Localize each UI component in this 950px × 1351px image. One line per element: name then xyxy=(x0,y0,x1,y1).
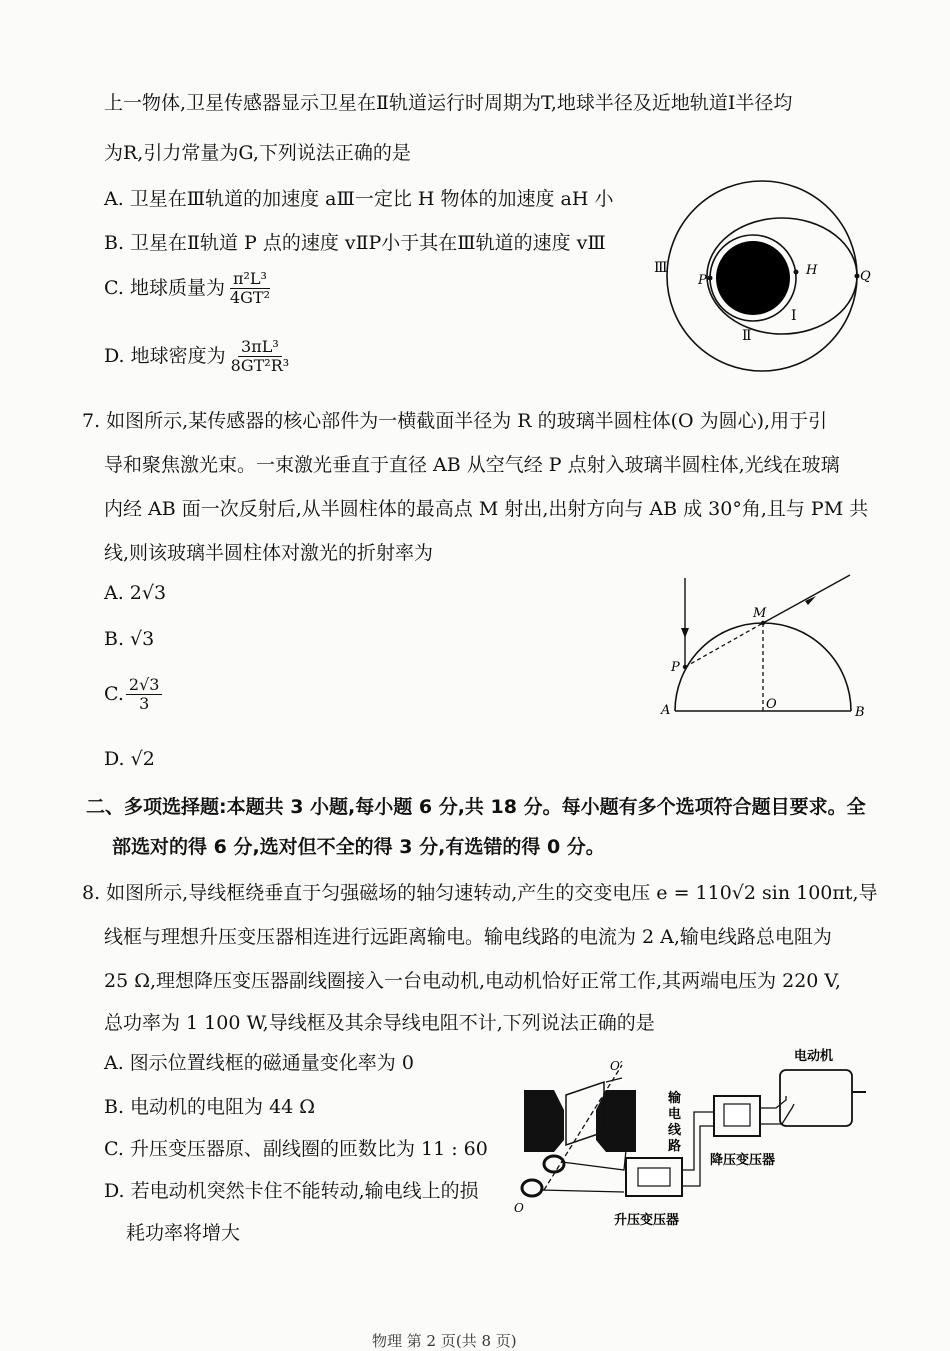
q6-option-c xyxy=(104,270,273,308)
label-o: O xyxy=(514,1201,524,1215)
q6-stem-line1: 上一物体,卫星传感器显示卫星在Ⅱ轨道运行时周期为T,地球半径及近地轨道Ⅰ半径均 xyxy=(104,92,793,114)
orbit-diagram xyxy=(650,176,880,376)
q8-option-d-line1: D. 若电动机突然卡住不能转动,输电线上的损 xyxy=(104,1180,479,1202)
slip-ring-upper xyxy=(544,1156,564,1172)
q6-option-c-fraction xyxy=(227,270,273,308)
q6-option-b: B. 卫星在Ⅱ轨道 P 点的速度 vⅡP小于其在Ⅲ轨道的速度 vⅢ xyxy=(104,232,606,254)
point-h xyxy=(794,270,799,275)
wire-gen-low xyxy=(540,1190,624,1192)
label-p: P xyxy=(671,660,680,675)
q7-line2: 导和聚焦激光束。一束激光垂直于直径 AB 从空气经 P 点射入玻璃半圆柱体,光线在玻璃 xyxy=(104,454,840,476)
slip-ring-lower xyxy=(522,1180,542,1196)
q7-option-a: A. 2√3 xyxy=(104,582,167,604)
q8-line2: 线框与理想升压变压器相连进行远距离输电。输电线路的电流为 2 A,输电线路总电阻为 xyxy=(104,926,832,948)
label-o-prime: O′ xyxy=(610,1059,623,1073)
label-motor: 电动机 xyxy=(794,1049,834,1064)
label-b: B xyxy=(855,705,865,720)
fraction-numerator: π²L³ xyxy=(230,270,270,289)
label-h: H xyxy=(806,263,818,278)
section2-heading-line2: 部选对的得 6 分,选对但不全的得 3 分,有选错的得 0 分。 xyxy=(112,836,605,858)
fraction-numerator: 3πL³ xyxy=(238,338,282,357)
label-q: Q xyxy=(860,269,871,284)
label-line-1: 输 xyxy=(668,1091,682,1106)
label-orbit-ii: Ⅱ xyxy=(742,328,752,344)
q7-option-b: B. √3 xyxy=(104,628,155,650)
q8-line4: 总功率为 1 100 W,导线框及其余导线电阻不计,下列说法正确的是 xyxy=(104,1012,655,1034)
q8-option-a: A. 图示位置线框的磁通量变化率为 0 xyxy=(104,1052,414,1074)
label-p: P xyxy=(698,273,707,288)
exit-ray xyxy=(763,575,850,623)
power-transmission-diagram xyxy=(514,1040,874,1230)
step-up-core xyxy=(638,1168,670,1186)
q6-option-c-prefix: C. 地球质量为 xyxy=(104,276,225,299)
incident-arrow-icon xyxy=(681,628,689,638)
section2-heading-line1: 二、多项选择题:本题共 3 小题,每小题 6 分,共 18 分。每小题有多个选项符合题目要求。全 xyxy=(86,796,866,818)
label-a: A xyxy=(661,703,671,718)
q6-option-d xyxy=(104,338,292,376)
q7-line1: 7. 如图所示,某传感器的核心部件为一横截面半径为 R 的玻璃半圆柱体(O 为圆心),用于引 xyxy=(82,410,828,432)
q8-option-c: C. 升压变压器原、副线圈的匝数比为 11 : 60 xyxy=(104,1138,488,1160)
fraction-denominator: 3 xyxy=(139,694,150,714)
label-line-3: 线 xyxy=(668,1123,682,1138)
q7-line4: 线,则该玻璃半圆柱体对激光的折射率为 xyxy=(104,542,434,564)
q8-line1: 8. 如图所示,导线框绕垂直于匀强磁场的轴匀速转动,产生的交变电压 e = 110√2 sin 100πt,导 xyxy=(82,882,878,904)
dashed-pm xyxy=(685,623,763,667)
q8-line3: 25 Ω,理想降压变压器副线圈接入一台电动机,电动机恰好正常工作,其两端电压为 220 V, xyxy=(104,970,841,992)
q8-option-b: B. 电动机的电阻为 44 Ω xyxy=(104,1096,316,1118)
label-orbit-iii: Ⅲ xyxy=(654,260,668,276)
label-line-2: 电 xyxy=(668,1107,682,1122)
q7-option-c-prefix: C. xyxy=(104,682,124,705)
magnet-left xyxy=(524,1090,564,1152)
label-o: O xyxy=(766,697,777,712)
q8-option-d-line2: 耗功率将增大 xyxy=(126,1222,241,1244)
q7-option-c-fraction xyxy=(126,676,163,714)
point-p xyxy=(683,665,687,669)
q6-option-d-prefix: D. 地球密度为 xyxy=(104,344,226,367)
page-footer: 物理 第 2 页(共 8 页) xyxy=(372,1332,517,1350)
label-step-up: 升压变压器 xyxy=(614,1213,680,1228)
q6-stem-line2: 为R,引力常量为G,下列说法正确的是 xyxy=(104,142,411,164)
label-line-4: 路 xyxy=(668,1139,682,1154)
step-down-core xyxy=(724,1104,750,1126)
magnet-right xyxy=(596,1090,636,1152)
q7-option-d: D. √2 xyxy=(104,748,155,770)
wire-gen-up xyxy=(562,1150,626,1170)
earth-disk xyxy=(716,241,790,315)
q7-line3: 内经 AB 面一次反射后,从半圆柱体的最高点 M 射出,出射方向与 AB 成 30°角,且与 PM 共 xyxy=(104,498,869,520)
label-step-down: 降压变压器 xyxy=(710,1153,776,1168)
motor-body xyxy=(780,1070,852,1126)
semicircle-diagram xyxy=(655,570,870,720)
q6-option-d-fraction xyxy=(228,338,293,376)
fraction-denominator: 4GT² xyxy=(229,288,270,308)
q7-option-c xyxy=(104,676,162,714)
point-q xyxy=(855,274,860,279)
q6-option-a: A. 卫星在Ⅲ轨道的加速度 aⅢ一定比 H 物体的加速度 aH 小 xyxy=(104,188,614,210)
label-m: M xyxy=(753,606,767,621)
fraction-denominator: 8GT²R³ xyxy=(230,356,290,376)
point-m xyxy=(761,621,765,625)
point-p xyxy=(708,276,713,281)
label-orbit-i: Ⅰ xyxy=(791,308,797,324)
wire-motor-1 xyxy=(760,1096,786,1108)
fraction-numerator: 2√3 xyxy=(126,676,163,695)
